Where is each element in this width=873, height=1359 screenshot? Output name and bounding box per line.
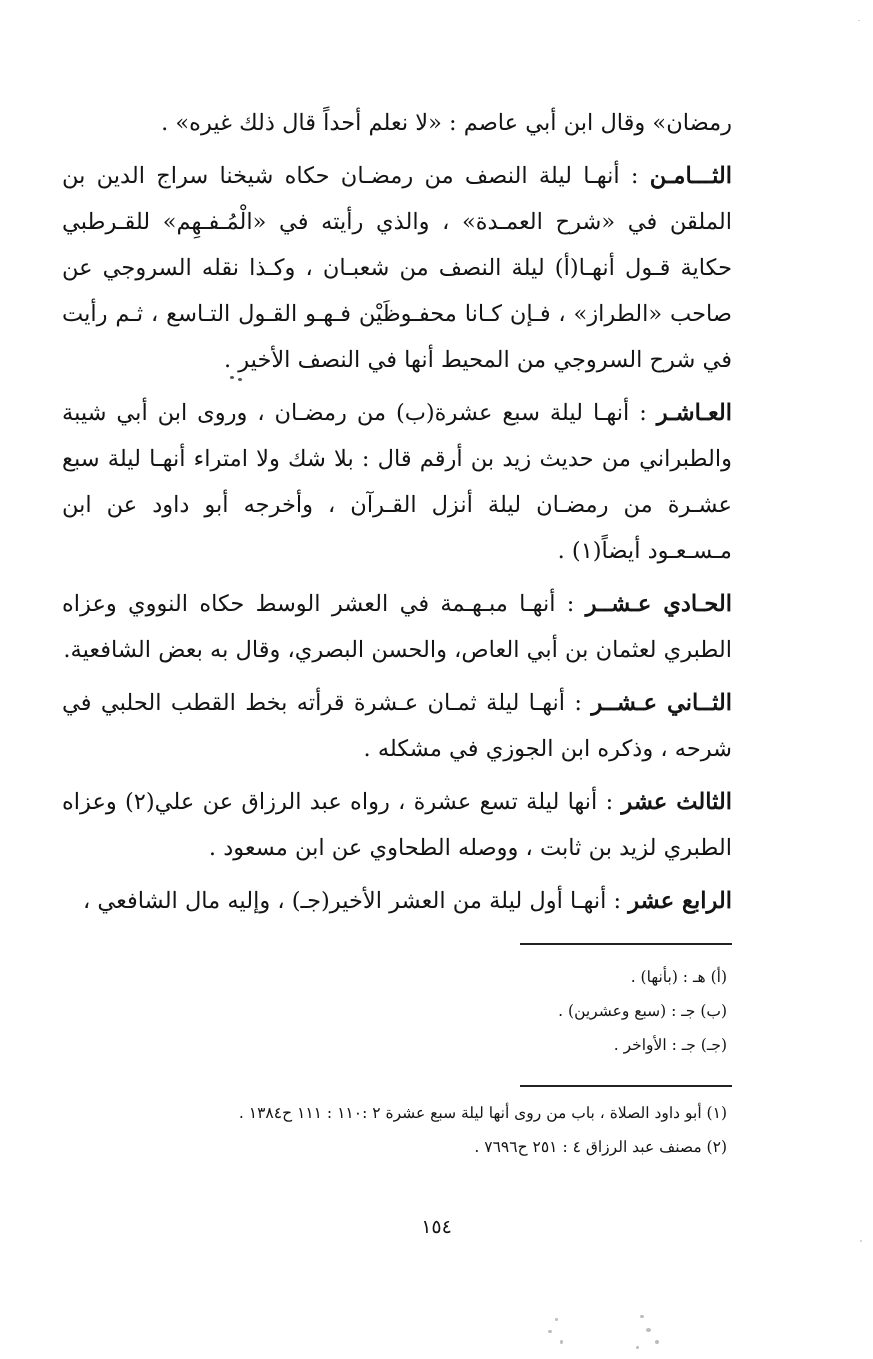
paragraph-1 — [62, 100, 732, 146]
scan-edge-mark — [858, 20, 860, 21]
footnote-divider — [520, 943, 732, 945]
variant-note: (ب) جـ : (سبع وعشرين) . — [558, 1002, 727, 1020]
paragraph-heading: الثالث عشر — [621, 789, 732, 815]
paragraph-heading: الثــاني عـشــر — [591, 690, 732, 716]
paragraph-heading: الحـادي عـشــر — [585, 591, 732, 617]
paragraph-7 — [62, 878, 732, 924]
paragraph-heading: العـاشـر — [656, 400, 732, 426]
variant-note: (جـ) جـ : الأواخر . — [613, 1036, 727, 1054]
page-number: ١٥٤ — [421, 1216, 452, 1238]
paragraph-text: : أنها ليلة تسع عشرة ، رواه عبد الرزاق عن علي(٢) وعزاه الطبري لزيد بن ثابت ، ووصله الطحاوي عن ابن مسعود . — [62, 789, 732, 861]
paragraph-text: : أنهـا ليلة سبع عشرة(ب) من رمضـان ، وروى ابن أبي شيبة والطبراني من حديث زيد بن أرقم قال : بلا شك ولا امتراء أنهـا ليلة سبع عشـرة من رمضـان ليلة أنزل القـرآن ، وأخرجه أبو داود عن ابن مـسـعـود أيضاً(١) . — [62, 400, 732, 564]
paragraph-3 — [62, 390, 732, 574]
scan-edge-mark — [860, 1240, 862, 1242]
source-note: (١) أبو داود الصلاة ، باب من روى أنها ليلة سبع عشرة ٢ :١١٠ : ١١١ ح١٣٨٤ . — [238, 1104, 727, 1122]
paragraph-2 — [62, 153, 732, 383]
paragraph-5 — [62, 680, 732, 772]
paragraph-6 — [62, 779, 732, 871]
paragraph-text: : أنهـا أول ليلة من العشر الأخير(جـ) ، وإليه مال الشافعي ، — [82, 888, 629, 914]
scan-speck — [555, 1318, 558, 1321]
paragraph-text: : أنهـا مبـهـمة في العشر الوسط حكاه النووي وعزاه الطبري لعثمان بن أبي العاص، والحسن البصري، وقال به بعض الشافعية. — [62, 591, 732, 663]
scan-speck — [548, 1330, 552, 1333]
scan-speck — [640, 1315, 644, 1318]
scan-speck — [646, 1328, 651, 1332]
paragraph-heading: الرابع عشر — [628, 888, 732, 914]
paragraph-text: : أنهـا ليلة ثمـان عـشرة قرأته بخط القطب الحلبي في شرحه ، وذكره ابن الجوزي في مشكله . — [62, 690, 732, 762]
paragraph-text: : أنهـا ليلة النصف من رمضـان حكاه شيخنا سراج الدين بن الملقن في «شرح العمـدة» ، والذي رأيته في «الْمُـفـهِم» للقـرطبي حكاية قـول أنهـا(أ) ليلة النصف من شعبـان ، وكـذا نقله السروجي عن صاحب «الطراز» ، فـإن كـانا محفـوظَيْن فـهـو القـول التـاسع ، ثـم رأيت في شرح السروجي من المحيط أنها في النصف الأخير . — [62, 163, 732, 373]
source-footnotes — [87, 1096, 727, 1164]
scan-speck — [560, 1340, 563, 1344]
footnote-divider — [520, 1085, 732, 1087]
scan-speck — [636, 1346, 639, 1349]
scan-speck — [655, 1340, 659, 1344]
variant-footnotes — [367, 960, 727, 1062]
paragraph-heading: الثـــامـن — [649, 163, 732, 189]
main-text — [62, 100, 732, 928]
source-note: (٢) مصنف عبد الرزاق ٤ : ٢٥١ ح٧٦٩٦ . — [474, 1138, 727, 1156]
scan-speck — [238, 378, 242, 381]
variant-note: (أ) هـ : (بأنها) . — [630, 968, 727, 986]
paragraph-4 — [62, 581, 732, 673]
paragraph-text: رمضان» وقال ابن أبي عاصم : «لا نعلم أحداً قال ذلك غيره» . — [161, 110, 732, 136]
scan-speck — [230, 376, 234, 379]
